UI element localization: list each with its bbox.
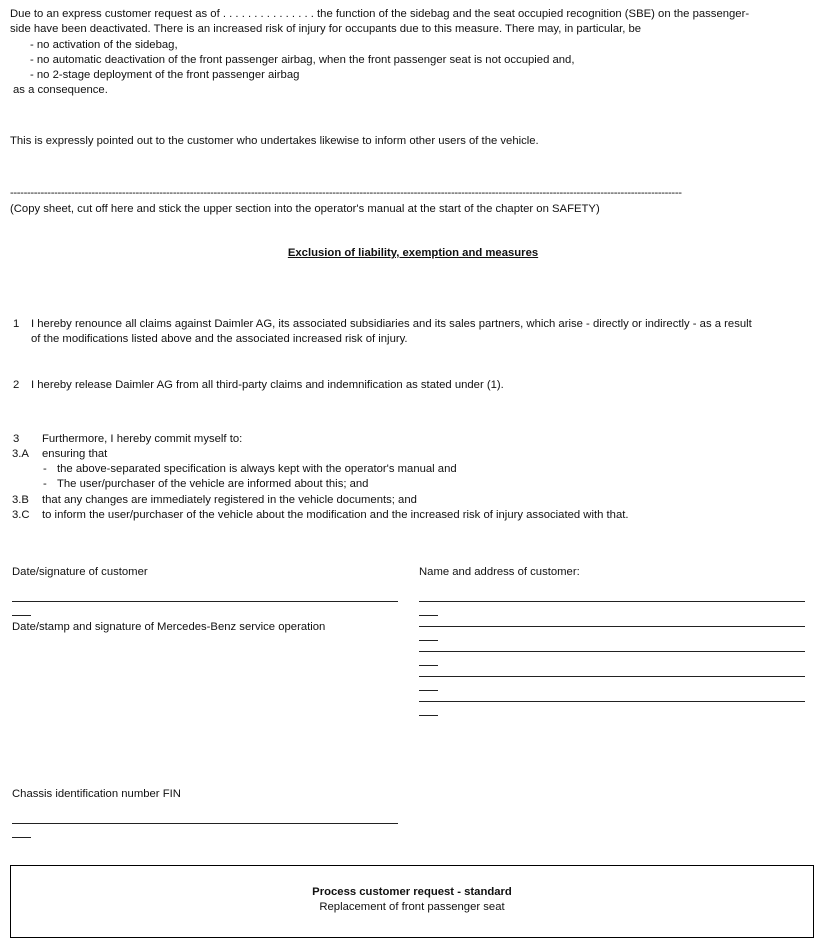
item-3b-number: 3.B: [12, 494, 29, 506]
section-heading: Exclusion of liability, exemption and measures: [287, 247, 539, 259]
name-address-line-tail: [419, 715, 438, 716]
intro-line-1: Due to an express customer request as of . . . . . . . . . . . . . . . the function of the sidebag and the seat occupied recognition (SBE) on the passenger-: [10, 8, 750, 20]
service-signature-label: Date/stamp and signature of Mercedes-Benz service operation: [12, 621, 326, 633]
name-address-line-tail: [419, 690, 438, 691]
item-3c-number: 3.C: [12, 509, 30, 521]
item-3a-sub-1: the above-separated specification is always kept with the operator's manual and: [57, 463, 457, 475]
intro-consequence: as a consequence.: [13, 84, 108, 96]
customer-signature-line-tail: [12, 615, 31, 616]
process-subtitle: Replacement of front passenger seat: [319, 901, 505, 913]
intro-bullet: - no automatic deactivation of the front passenger airbag, when the front passenger seat is not occupied and,: [30, 54, 575, 66]
customer-signature-line[interactable]: [12, 601, 398, 602]
name-address-line-tail: [419, 665, 438, 666]
item-3-number: 3: [13, 433, 20, 445]
item-3a-dash: -: [43, 478, 47, 490]
item-3a-sub-2: The user/purchaser of the vehicle are informed about this; and: [57, 478, 369, 490]
name-address-label: Name and address of customer:: [419, 566, 580, 578]
customer-notice: This is expressly pointed out to the customer who undertakes likewise to inform other users of the vehicle.: [10, 135, 539, 147]
fin-label: Chassis identification number FIN: [12, 788, 181, 800]
intro-line-2: side have been deactivated. There is an increased risk of injury for occupants due to this measure. There may, in particular, be: [10, 23, 642, 35]
item-1-text: I hereby renounce all claims against Daimler AG, its associated subsidiaries and its sales partners, which arise - directly or indirectly - as a result: [31, 318, 752, 330]
item-3-text: Furthermore, I hereby commit myself to:: [42, 433, 243, 445]
item-2-text: I hereby release Daimler AG from all third-party claims and indemnification as stated under (1).: [31, 379, 504, 391]
customer-signature-label: Date/signature of customer: [12, 566, 148, 578]
name-address-line-tail: [419, 615, 438, 616]
intro-bullet: - no 2-stage deployment of the front passenger airbag: [30, 69, 300, 81]
process-info-box: [10, 865, 814, 938]
item-3c-text: to inform the user/purchaser of the vehicle about the modification and the increased risk of injury associated with that.: [42, 509, 629, 521]
fin-line[interactable]: [12, 823, 398, 824]
name-address-line[interactable]: [419, 601, 805, 602]
name-address-line[interactable]: [419, 626, 805, 627]
item-3a-text: ensuring that: [42, 448, 108, 460]
fin-line-tail: [12, 837, 31, 838]
item-2-number: 2: [13, 379, 20, 391]
item-3a-number: 3.A: [12, 448, 29, 460]
item-3a-dash: -: [43, 463, 47, 475]
name-address-line[interactable]: [419, 651, 805, 652]
name-address-line[interactable]: [419, 701, 805, 702]
item-1-number: 1: [13, 318, 20, 330]
cut-line: ------------------------------------------------------------------------------------------------------------------------------------------------------------------------------------------------------: [10, 187, 682, 199]
cut-instruction: (Copy sheet, cut off here and stick the upper section into the operator's manual at the start of the chapter on SAFETY): [10, 203, 600, 215]
process-title: Process customer request - standard: [312, 886, 512, 898]
name-address-line[interactable]: [419, 676, 805, 677]
item-1-text-cont: of the modifications listed above and the associated increased risk of injury.: [31, 333, 408, 345]
name-address-line-tail: [419, 640, 438, 641]
intro-bullet: - no activation of the sidebag,: [30, 39, 178, 51]
item-3b-text: that any changes are immediately registered in the vehicle documents; and: [42, 494, 417, 506]
